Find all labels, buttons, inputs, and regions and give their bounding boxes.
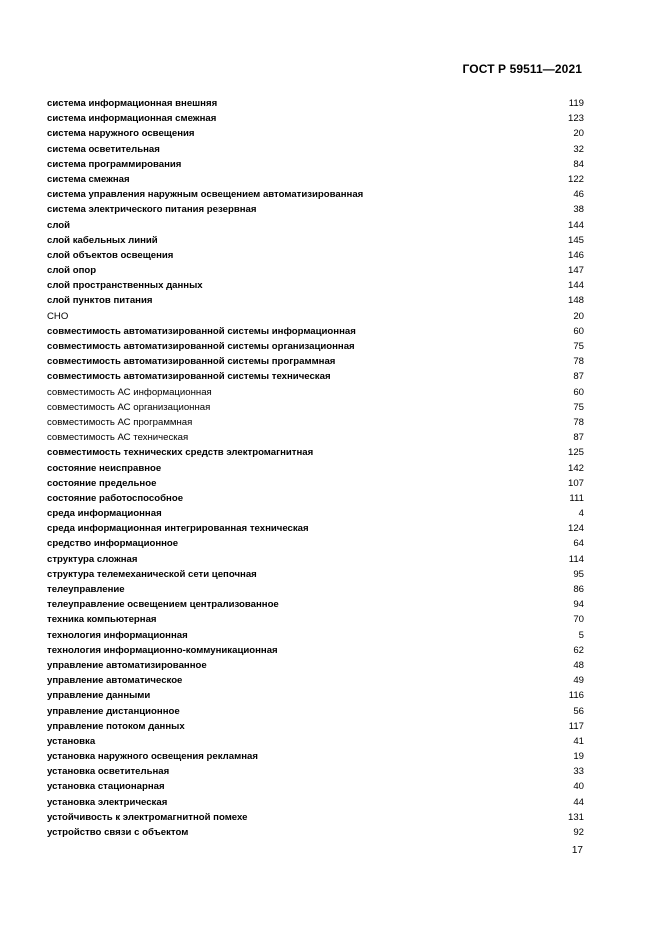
index-page-ref: 33 (573, 766, 584, 778)
index-entry (47, 795, 584, 810)
index-entry (47, 263, 584, 278)
index-entry (47, 779, 584, 794)
index-term: слой пространственных данных (47, 280, 203, 292)
index-page-ref: 111 (569, 492, 584, 504)
index-page-ref: 60 (573, 325, 584, 337)
index-entry (47, 324, 584, 339)
index-entry (47, 825, 584, 840)
index-entry (47, 354, 584, 369)
index-term: управление автоматизированное (47, 659, 207, 671)
index-term: структура сложная (47, 553, 138, 565)
index-entry (47, 400, 584, 415)
index-page-ref: 70 (573, 614, 584, 626)
index-term: установка электрическая (47, 796, 168, 808)
index-entry (47, 233, 584, 248)
index-term: среда информационная интегрированная техническая (47, 523, 309, 535)
index-page-ref: 75 (573, 341, 584, 352)
index-page-ref: 144 (567, 280, 584, 292)
index-term: совместимость автоматизированной системы информационная (47, 325, 356, 337)
index-entry (47, 461, 584, 476)
index-term: совместимость автоматизированной системы программная (47, 356, 336, 368)
index-entry (47, 218, 584, 233)
index-entry (47, 688, 584, 703)
index-page-ref: 95 (573, 568, 584, 580)
index-term: система программирования (47, 158, 182, 170)
index-term: совместимость АС техническая (47, 432, 189, 444)
index-term: технология информационно-коммуникационная (47, 644, 278, 656)
index-page-ref: 123 (567, 113, 584, 125)
index-entry (47, 810, 584, 825)
index-entry (47, 643, 584, 658)
index-entry (47, 415, 584, 430)
index-term: система управления наружным освещением автоматизированная (47, 189, 364, 201)
index-page-ref: 5 (578, 629, 584, 641)
index-term: СНО (47, 310, 69, 322)
index-term: слой кабельных линий (47, 234, 158, 246)
index-page-ref: 84 (573, 158, 584, 170)
index-entry (47, 506, 584, 521)
index-entry (47, 278, 584, 293)
index-page-ref: 62 (573, 644, 584, 656)
index-term: система информационная внешняя (47, 98, 218, 109)
index-term: технология информационная (47, 629, 188, 641)
index-entry (47, 248, 584, 263)
index-page-ref: 46 (573, 189, 584, 201)
index-page-ref: 64 (573, 538, 584, 550)
index-page-ref: 116 (568, 690, 584, 702)
index-term: совместимость АС программная (47, 416, 193, 428)
index-term: установка наружного освещения рекламная (47, 751, 258, 763)
index-entry (47, 126, 584, 141)
index-term: совместимость автоматизированной системы организационная (47, 341, 355, 352)
index-entry (47, 385, 584, 400)
index-term: слой объектов освещения (47, 249, 174, 261)
index-page-ref: 48 (573, 659, 584, 671)
index-entry (47, 476, 584, 491)
index-entry (47, 719, 584, 734)
index-term: средство информационное (47, 538, 179, 550)
index-entry (47, 339, 584, 354)
index-entry (47, 111, 584, 126)
index-page-ref: 20 (573, 310, 584, 322)
index-entry (47, 597, 584, 612)
index-term: управление дистанционное (47, 705, 180, 717)
index-entry (47, 293, 584, 308)
index-page-ref: 19 (573, 751, 584, 763)
index-entry (47, 536, 584, 551)
index-page-ref: 94 (573, 599, 584, 611)
index-page-ref: 122 (567, 173, 584, 185)
index-term: совместимость АС информационная (47, 386, 212, 398)
index-page-ref: 40 (573, 781, 584, 793)
index-entry (47, 369, 584, 384)
index-term: совместимость АС организационная (47, 401, 211, 413)
index-page-ref: 60 (573, 386, 584, 398)
index-page-ref: 114 (568, 553, 584, 565)
index-term: установка стационарная (47, 781, 165, 793)
index-page-ref: 147 (567, 265, 584, 277)
index-term: система смежная (47, 173, 130, 185)
index-term: состояние работоспособное (47, 492, 184, 504)
index-entry (47, 673, 584, 688)
index-term: слой пунктов питания (47, 295, 153, 307)
index-page-ref: 41 (573, 735, 584, 747)
index-entry (47, 491, 584, 506)
alphabetical-index (47, 96, 584, 840)
index-page-ref: 56 (573, 705, 584, 717)
index-term: управление данными (47, 690, 151, 702)
index-page-ref: 107 (567, 477, 584, 489)
index-term: слой опор (47, 265, 97, 277)
index-page-ref: 142 (567, 462, 584, 474)
index-page-ref: 119 (568, 98, 584, 109)
index-entry (47, 202, 584, 217)
index-term: устройство связи с объектом (47, 827, 189, 838)
index-term: техника компьютерная (47, 614, 157, 626)
index-entry (47, 567, 584, 582)
index-page-ref: 32 (573, 143, 584, 155)
index-term: структура телемеханической сети цепочная (47, 568, 257, 580)
index-entry (47, 658, 584, 673)
index-page-ref: 144 (567, 219, 584, 231)
index-term: система осветительная (47, 143, 160, 155)
index-entry (47, 734, 584, 749)
index-page-ref: 20 (573, 128, 584, 140)
index-page-ref: 78 (573, 356, 584, 368)
index-entry (47, 582, 584, 597)
index-term: управление потоком данных (47, 720, 185, 732)
index-page-ref: 124 (567, 523, 584, 535)
index-entry (47, 172, 584, 187)
index-entry (47, 142, 584, 157)
index-page-ref: 125 (567, 447, 584, 459)
index-page-ref: 92 (573, 827, 584, 838)
index-page-ref: 78 (573, 416, 584, 428)
index-entry (47, 628, 584, 643)
index-page-ref: 87 (573, 432, 584, 444)
index-page-ref: 148 (567, 295, 584, 307)
index-term: слой (47, 219, 71, 231)
index-term: система информационная смежная (47, 113, 217, 125)
index-term: совместимость технических средств электромагнитная (47, 447, 314, 459)
index-page-ref: 87 (573, 371, 584, 383)
index-term: система наружного освещения (47, 128, 195, 140)
index-term: система электрического питания резервная (47, 204, 257, 216)
index-entry (47, 309, 584, 324)
index-entry (47, 552, 584, 567)
index-entry (47, 521, 584, 536)
index-page-ref: 75 (573, 401, 584, 413)
index-term: состояние предельное (47, 477, 157, 489)
page-number: 17 (571, 845, 583, 856)
index-page-ref: 44 (573, 796, 584, 808)
index-page-ref: 49 (573, 675, 584, 687)
index-page-ref: 117 (568, 720, 584, 732)
index-page-ref: 4 (578, 508, 584, 520)
index-term: установка (47, 735, 96, 747)
index-entry (47, 612, 584, 627)
index-term: совместимость автоматизированной системы техническая (47, 371, 331, 383)
index-entry (47, 749, 584, 764)
index-page-ref: 145 (567, 234, 584, 246)
index-term: телеуправление освещением централизованное (47, 599, 279, 611)
index-term: управление автоматическое (47, 675, 183, 687)
index-page-ref: 86 (573, 584, 584, 595)
index-entry (47, 764, 584, 779)
index-entry (47, 430, 584, 445)
index-term: устойчивость к электромагнитной помехе (47, 811, 248, 823)
index-entry (47, 187, 584, 202)
index-term: состояние неисправное (47, 462, 162, 474)
index-term: телеуправление (47, 584, 125, 595)
index-term: установка осветительная (47, 766, 170, 778)
index-entry (47, 445, 584, 460)
document-header-standard: ГОСТ Р 59511—2021 (462, 62, 582, 76)
index-entry (47, 157, 584, 172)
index-page-ref: 38 (573, 204, 584, 216)
index-page-ref: 146 (567, 249, 584, 261)
index-entry (47, 704, 584, 719)
index-term: среда информационная (47, 508, 162, 520)
index-page-ref: 131 (567, 811, 584, 823)
index-entry (47, 96, 584, 111)
